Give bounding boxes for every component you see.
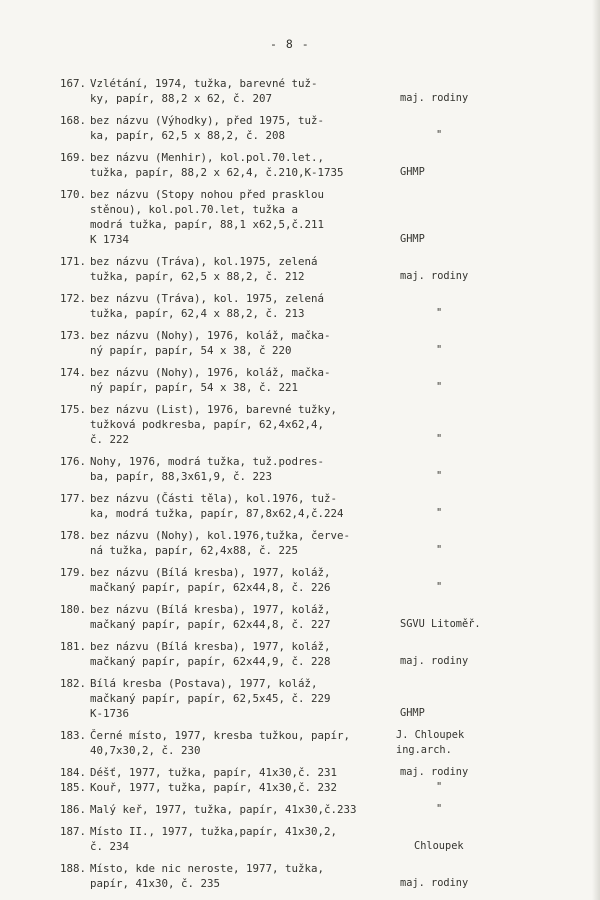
entry-number: 169. (59, 151, 86, 164)
catalogue-entry (46, 402, 546, 447)
entry-description: bez názvu (Nohy), 1976, koláž, mačka- ný papír, papír, 54 x 38, č 220 (90, 329, 331, 357)
entry-description: Kouř, 1977, tužka, papír, 41x30,č. 232 (90, 781, 338, 794)
entry-owner: maj. rodiny (400, 877, 469, 889)
entry-owner: GHMP (400, 707, 425, 719)
entry-owner: " (436, 470, 443, 482)
entry-description: bez názvu (Bílá kresba), 1977, koláž, mačkaný papír, papír, 62x44,9, č. 228 (90, 640, 331, 668)
entry-description: bez názvu (Tráva), kol.1975, zelená tužka, papír, 62,5 x 88,2, č. 212 (90, 255, 318, 283)
catalogue-entry (46, 765, 546, 780)
entry-owner: " (436, 307, 443, 319)
entry-owner: J. Chloupek ing.arch. (396, 729, 465, 756)
entry-number: 188. (59, 862, 86, 875)
entry-owner: SGVU Litoměř. (400, 618, 481, 630)
entry-number: 180. (59, 603, 86, 616)
entry-number: 168. (59, 114, 86, 127)
entry-owner: Chloupek (414, 840, 464, 852)
entry-owner: " (436, 781, 443, 793)
catalogue-entry (46, 328, 546, 358)
entry-owner: " (436, 129, 443, 141)
entry-number: 174. (59, 366, 86, 379)
entry-description: Místo II., 1977, tužka,papír, 41x30,2, č. 234 (90, 825, 338, 853)
catalogue-entry (46, 676, 546, 721)
catalogue-entry (46, 454, 546, 484)
catalogue-entry (46, 291, 546, 321)
entry-number: 184. (59, 766, 86, 779)
entry-number: 170. (59, 188, 86, 201)
entry-owner: maj. rodiny (400, 766, 469, 778)
entry-description: bez názvu (Nohy), 1976, koláž, mačka- ný papír, papír, 54 x 38, č. 221 (90, 366, 331, 394)
entry-description: bez názvu (Bílá kresba), 1977, koláž, mačkaný papír, papír, 62x44,8, č. 227 (90, 603, 331, 631)
entry-description: Malý keř, 1977, tužka, papír, 41x30,č.233 (90, 803, 357, 816)
entry-number: 181. (59, 640, 86, 653)
catalogue-entry (46, 728, 546, 758)
catalogue-entry (46, 491, 546, 521)
entry-number: 176. (59, 455, 86, 468)
entry-description: bez názvu (Stopy nohou před prasklou stěnou), kol.pol.70.let, tužka a modrá tužka, papír, 88,1 x62,5,č.211 K 1734 (90, 188, 325, 246)
entry-description: Místo, kde nic neroste, 1977, tužka, papír, 41x30, č. 235 (90, 862, 325, 890)
entry-description: bez názvu (Části těla), kol.1976, tuž- ka, modrá tužka, papír, 87,8x62,4,č.224 (90, 492, 344, 520)
entry-number: 182. (59, 677, 86, 690)
catalogue-entry (46, 528, 546, 558)
entry-number: 183. (59, 729, 86, 742)
entry-description: bez názvu (Tráva), kol. 1975, zelená tužka, papír, 62,4 x 88,2, č. 213 (90, 292, 325, 320)
entry-description: bez názvu (Menhir), kol.pol.70.let., tužka, papír, 88,2 x 62,4, č.210,K-1735 (90, 151, 344, 179)
catalogue-entry (46, 150, 546, 180)
entry-owner: GHMP (400, 233, 425, 245)
entry-owner: maj. rodiny (400, 270, 469, 282)
entry-description: bez názvu (Výhodky), před 1975, tuž- ka, papír, 62,5 x 88,2, č. 208 (90, 114, 325, 142)
entry-description: Déšť, 1977, tužka, papír, 41x30,č. 231 (90, 766, 338, 779)
catalogue-entry (46, 861, 546, 891)
entry-number: 171. (59, 255, 86, 268)
entry-owner: " (436, 581, 443, 593)
catalogue-entry (46, 602, 546, 632)
entry-description: Černé místo, 1977, kresba tužkou, papír, 40,7x30,2, č. 230 (90, 729, 351, 757)
entry-number: 167. (59, 77, 86, 90)
catalogue-entry (46, 365, 546, 395)
entry-description: bez názvu (List), 1976, barevné tužky, tužková podkresba, papír, 62,4x62,4, č. 222 (90, 403, 338, 446)
catalogue-entry (46, 76, 546, 106)
entry-number: 185. (59, 781, 86, 794)
entry-owner: " (436, 803, 443, 815)
entry-owner: GHMP (400, 166, 425, 178)
entry-description: Vzlétání, 1974, tužka, barevné tuž- ky, papír, 88,2 x 62, č. 207 (90, 77, 318, 105)
entry-description: bez názvu (Nohy), kol.1976,tužka, červe- ná tužka, papír, 62,4x88, č. 225 (90, 529, 351, 557)
catalogue-entry (46, 187, 546, 247)
catalogue-entry (46, 780, 546, 795)
entry-owner: maj. rodiny (400, 92, 469, 104)
entry-owner: maj. rodiny (400, 655, 469, 667)
catalogue-entry (46, 639, 546, 669)
page-number: - 8 - (270, 37, 310, 51)
catalogue-entry (46, 254, 546, 284)
entry-description: Bílá kresba (Postava), 1977, koláž, mačkaný papír, papír, 62,5x45, č. 229 K-1736 (90, 677, 331, 720)
entry-owner: " (436, 507, 443, 519)
catalogue-list (46, 76, 546, 898)
entry-owner: " (436, 344, 443, 356)
entry-number: 175. (59, 403, 86, 416)
entry-owner: " (436, 381, 443, 393)
entry-owner: " (436, 433, 443, 445)
entry-number: 178. (59, 529, 86, 542)
page-edge-shadow (592, 0, 600, 900)
entry-owner: " (436, 544, 443, 556)
entry-number: 187. (59, 825, 86, 838)
catalogue-entry (46, 113, 546, 143)
entry-number: 186. (59, 803, 86, 816)
entry-description: bez názvu (Bílá kresba), 1977, koláž, mačkaný papír, papír, 62x44,8, č. 226 (90, 566, 331, 594)
entry-number: 179. (59, 566, 86, 579)
catalogue-entry (46, 565, 546, 595)
entry-number: 173. (59, 329, 86, 342)
catalogue-entry (46, 802, 546, 817)
entry-number: 172. (59, 292, 86, 305)
catalogue-entry (46, 824, 546, 854)
entry-description: Nohy, 1976, modrá tužka, tuž.podres- ba, papír, 88,3x61,9, č. 223 (90, 455, 325, 483)
entry-number: 177. (59, 492, 86, 505)
